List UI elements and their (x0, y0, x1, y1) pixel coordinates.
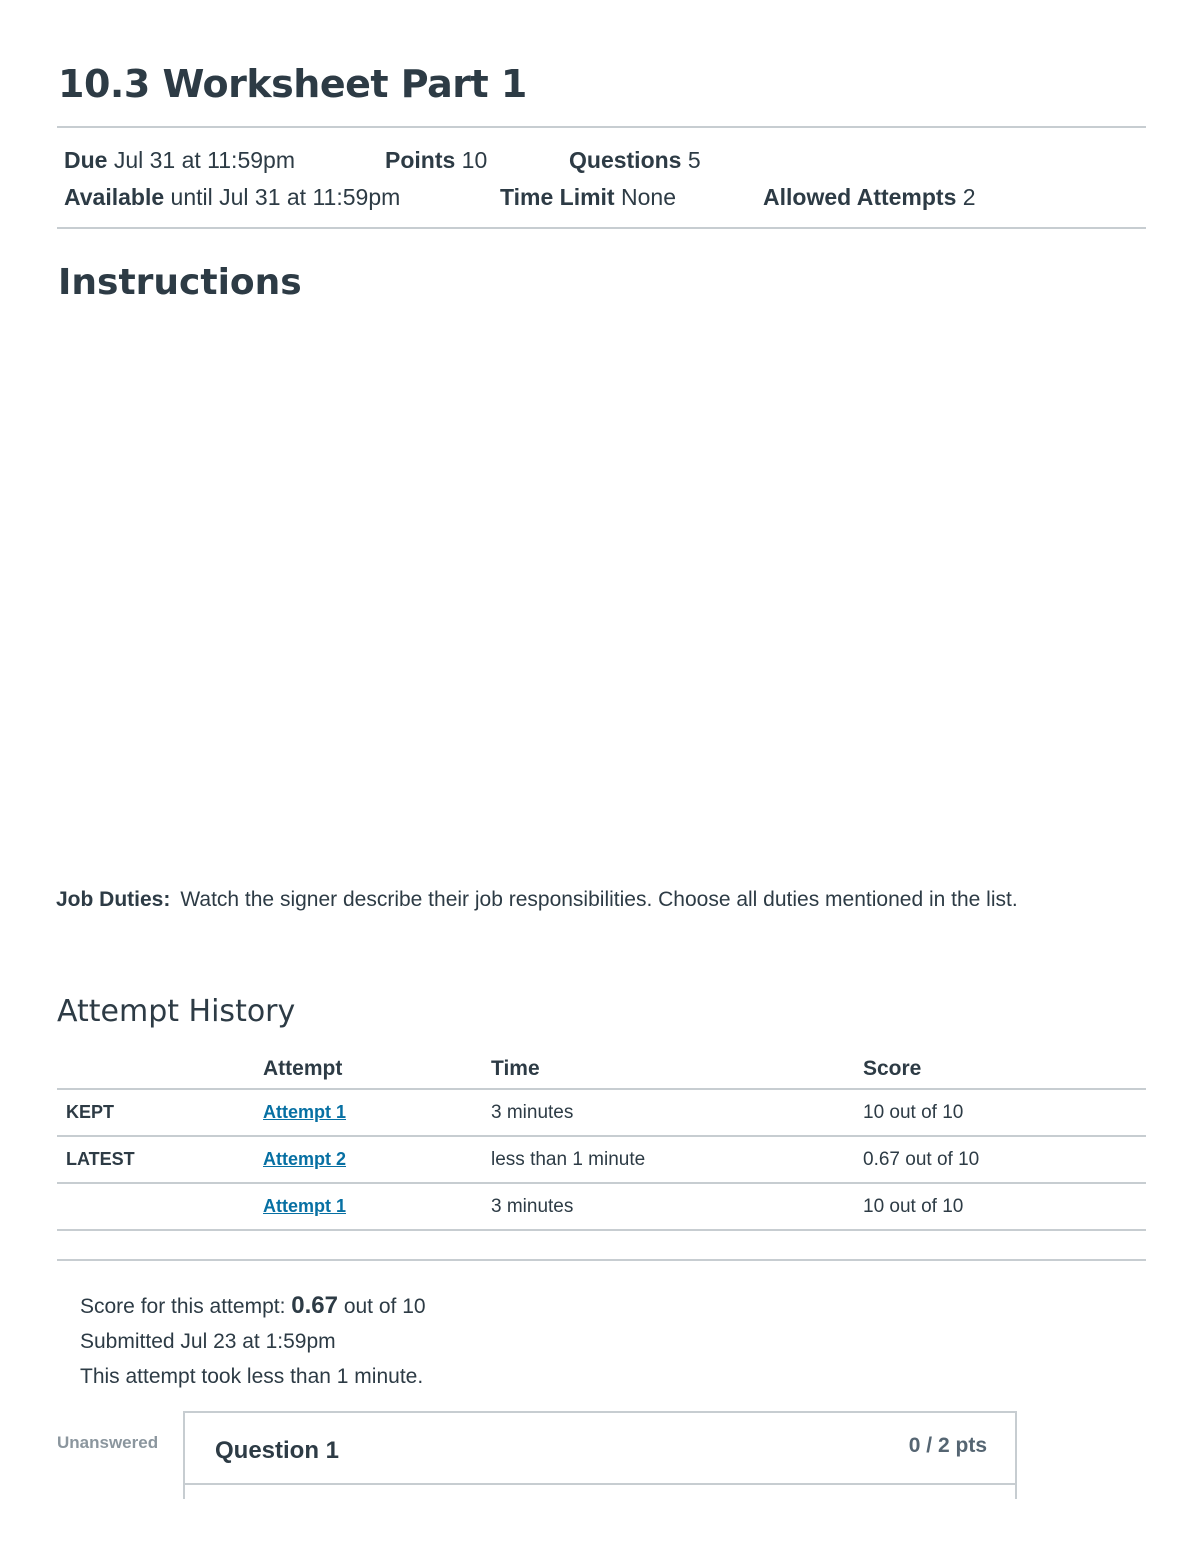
allowed-attempts-value: 2 (962, 184, 976, 210)
questions-label: Questions (569, 147, 682, 173)
due-meta (64, 147, 295, 174)
available-label: Available (64, 184, 165, 210)
unanswered-text: Unanswered (57, 1433, 159, 1452)
attempt-score: 0.67 out of 10 (863, 1136, 1146, 1183)
column-header-time: Time (491, 1050, 863, 1089)
time-limit-label: Time Limit (500, 184, 615, 210)
available-value: until Jul 31 at 11:59pm (170, 184, 401, 210)
header-divider-bottom (57, 227, 1146, 229)
column-header-attempt: Attempt (263, 1050, 491, 1089)
submitted-time: Submitted Jul 23 at 1:59pm (80, 1330, 336, 1353)
points-label: Points (385, 147, 456, 173)
column-header-score: Score (863, 1050, 1146, 1089)
row-status-label: LATEST (66, 1148, 135, 1169)
score-value: 0.67 (291, 1292, 338, 1319)
attempt-time: 3 minutes (491, 1183, 863, 1230)
available-meta (64, 184, 400, 211)
attempt-time: less than 1 minute (491, 1136, 863, 1183)
time-limit-value: None (621, 184, 676, 210)
due-value: Jul 31 at 11:59pm (113, 147, 295, 173)
column-header-label (57, 1050, 263, 1089)
page-title: 10.3 Worksheet Part 1 (58, 62, 527, 106)
attempt-score-summary (80, 1292, 426, 1320)
score-prefix: Score for this attempt: (80, 1295, 286, 1318)
attempt-link[interactable]: Attempt 2 (263, 1148, 347, 1169)
job-duties-label: Job Duties: (56, 888, 171, 911)
unanswered-badge (57, 1433, 171, 1453)
attempt-history-heading: Attempt History (57, 994, 296, 1029)
attempt-score: 10 out of 10 (863, 1183, 1146, 1230)
table-row (57, 1136, 1146, 1183)
allowed-attempts-label: Allowed Attempts (763, 184, 957, 210)
instructions-heading: Instructions (58, 262, 302, 303)
question-1-card (183, 1411, 1017, 1499)
attempt-history-table (57, 1050, 1146, 1231)
question-points: 0 / 2 pts (908, 1434, 987, 1457)
question-title: Question 1 (215, 1437, 340, 1464)
table-header-row (57, 1050, 1146, 1089)
attempt-score: 10 out of 10 (863, 1089, 1146, 1136)
header-divider-top (57, 126, 1146, 128)
allowed-attempts-meta (763, 184, 976, 211)
time-limit-meta (500, 184, 676, 211)
attempt-link[interactable]: Attempt 1 (263, 1195, 347, 1216)
table-row (57, 1183, 1146, 1230)
points-value: 10 (461, 147, 488, 173)
row-status-label: KEPT (66, 1101, 115, 1122)
attempt-duration: This attempt took less than 1 minute. (80, 1365, 424, 1388)
score-suffix: out of 10 (343, 1295, 426, 1318)
job-duties-text (56, 888, 1018, 912)
questions-value: 5 (687, 147, 701, 173)
question-header (185, 1413, 1015, 1485)
job-duties-description: Watch the signer describe their job responsibilities. Choose all duties mentioned in the list. (180, 888, 1018, 911)
due-label: Due (64, 147, 108, 173)
questions-meta (569, 147, 701, 174)
attempt-time: 3 minutes (491, 1089, 863, 1136)
points-meta (385, 147, 487, 174)
table-row (57, 1089, 1146, 1136)
summary-divider (57, 1259, 1146, 1261)
attempt-link[interactable]: Attempt 1 (263, 1101, 347, 1122)
